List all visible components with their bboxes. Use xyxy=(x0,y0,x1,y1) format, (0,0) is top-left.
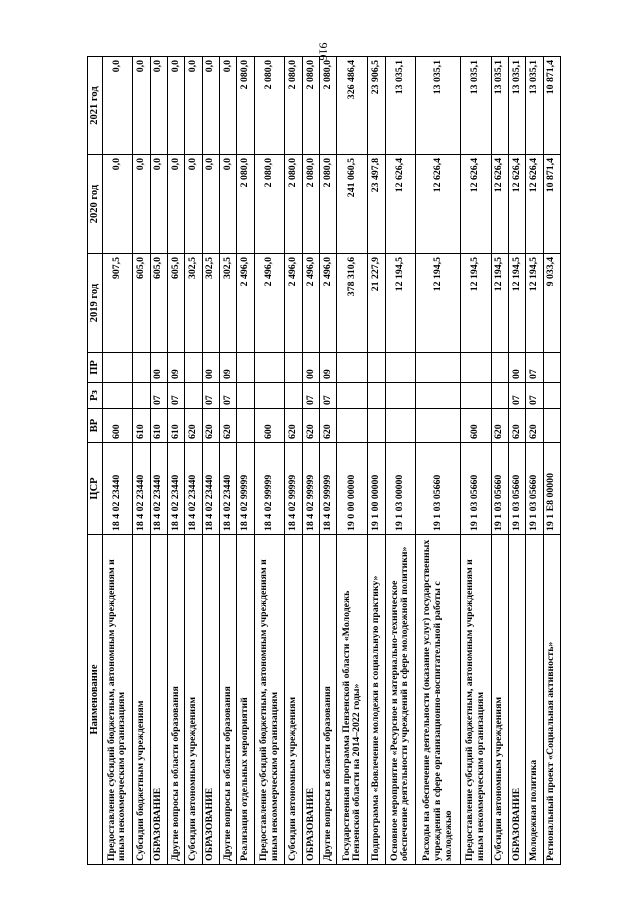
cell-rz xyxy=(285,383,302,409)
cell-vr: 620 xyxy=(202,409,219,443)
cell-rz: 07 xyxy=(526,383,543,409)
cell-name: Расходы на обеспечение деятельности (оказание услуг) государственных учреждений в сфере организационно-воспитательной работы с молодежью xyxy=(416,535,460,865)
cell-vr xyxy=(237,409,254,443)
cell-2019: 2 496,0 xyxy=(302,254,319,353)
cell-vr: 610 xyxy=(150,409,167,443)
cell-2021: 0,0 xyxy=(150,57,167,155)
cell-vr: 620 xyxy=(526,409,543,443)
cell-2020: 2 080,0 xyxy=(320,155,337,254)
cell-rz: 07 xyxy=(202,383,219,409)
cell-name: Подпрограмма «Вовлечение молодежи в социальную практику» xyxy=(368,535,385,865)
cell-2020: 23 497,8 xyxy=(368,155,385,254)
cell-2019: 605,0 xyxy=(168,254,185,353)
cell-name: ОБРАЗОВАНИЕ xyxy=(302,535,319,865)
table-row xyxy=(102,57,133,865)
cell-csr: 19 1 03 05660 xyxy=(460,443,491,535)
cell-name: Субсидии автономным учреждениям xyxy=(285,535,302,865)
cell-pr: 09 xyxy=(219,353,236,383)
table-header-row xyxy=(88,57,103,865)
cell-2019: 12 194,5 xyxy=(385,254,416,353)
cell-rz: 07 xyxy=(168,383,185,409)
cell-name: Государственная программа Пензенской области «Молодежь Пензенской области на 2014–2022 годы» xyxy=(337,535,368,865)
header-name: Наименование xyxy=(88,535,103,865)
table-row xyxy=(150,57,167,865)
cell-vr: 610 xyxy=(133,409,150,443)
cell-2020: 2 080,0 xyxy=(254,155,285,254)
header-vr: ВР xyxy=(88,409,103,443)
cell-pr xyxy=(254,353,285,383)
cell-name: Субсидии автономным учреждениям xyxy=(185,535,202,865)
table-body xyxy=(102,57,560,865)
cell-2019: 12 194,5 xyxy=(491,254,508,353)
cell-csr: 19 1 E8 00000 xyxy=(543,443,560,535)
cell-rz: 07 xyxy=(508,383,525,409)
cell-rz xyxy=(254,383,285,409)
cell-vr: 620 xyxy=(219,409,236,443)
cell-pr xyxy=(237,353,254,383)
cell-pr xyxy=(102,353,133,383)
cell-2021: 13 035,1 xyxy=(416,57,460,155)
table-row xyxy=(526,57,543,865)
cell-2021: 23 906,5 xyxy=(368,57,385,155)
cell-csr: 18 4 02 99999 xyxy=(302,443,319,535)
cell-2020: 241 060,5 xyxy=(337,155,368,254)
cell-name: Основное мероприятие «Ресурсное и материально-техническое обеспечение деятельности учреждений в сфере молодежной политики» xyxy=(385,535,416,865)
cell-2021: 0,0 xyxy=(168,57,185,155)
cell-rz xyxy=(491,383,508,409)
table-row xyxy=(320,57,337,865)
cell-2020: 0,0 xyxy=(150,155,167,254)
cell-name: Предоставление субсидий бюджетным, автономным учреждениям и иным некоммерческим организациям xyxy=(102,535,133,865)
cell-2021: 13 035,1 xyxy=(460,57,491,155)
table-row xyxy=(368,57,385,865)
cell-name: ОБРАЗОВАНИЕ xyxy=(508,535,525,865)
cell-2021: 2 080,0 xyxy=(237,57,254,155)
cell-pr xyxy=(368,353,385,383)
cell-2020: 12 626,4 xyxy=(385,155,416,254)
cell-csr: 19 1 03 05660 xyxy=(526,443,543,535)
cell-csr: 18 4 02 99999 xyxy=(285,443,302,535)
cell-2020: 12 626,4 xyxy=(508,155,525,254)
cell-rz: 07 xyxy=(219,383,236,409)
cell-vr xyxy=(385,409,416,443)
table-row xyxy=(460,57,491,865)
cell-name: Предоставление субсидий бюджетным, автономным учреждениям и иным некоммерческим организациям xyxy=(254,535,285,865)
cell-rz xyxy=(337,383,368,409)
cell-2019: 2 496,0 xyxy=(237,254,254,353)
cell-2019: 378 310,6 xyxy=(337,254,368,353)
cell-2020: 2 080,0 xyxy=(285,155,302,254)
cell-2019: 302,5 xyxy=(219,254,236,353)
table-row xyxy=(385,57,416,865)
table-row xyxy=(133,57,150,865)
cell-pr: 00 xyxy=(150,353,167,383)
cell-pr: 00 xyxy=(202,353,219,383)
cell-2021: 0,0 xyxy=(133,57,150,155)
cell-2019: 907,5 xyxy=(102,254,133,353)
header-rz: Рз xyxy=(88,383,103,409)
cell-2019: 21 227,9 xyxy=(368,254,385,353)
cell-2021: 10 871,4 xyxy=(543,57,560,155)
table-row xyxy=(285,57,302,865)
cell-2021: 2 080,0 xyxy=(320,57,337,155)
table-row xyxy=(508,57,525,865)
table-row xyxy=(219,57,236,865)
cell-csr: 19 0 00 00000 xyxy=(337,443,368,535)
header-pr: ПР xyxy=(88,353,103,383)
cell-csr: 18 4 02 23440 xyxy=(150,443,167,535)
cell-2020: 0,0 xyxy=(102,155,133,254)
cell-2019: 2 496,0 xyxy=(320,254,337,353)
cell-vr: 600 xyxy=(460,409,491,443)
table-row xyxy=(185,57,202,865)
cell-2019: 12 194,5 xyxy=(526,254,543,353)
cell-2021: 0,0 xyxy=(219,57,236,155)
cell-2020: 0,0 xyxy=(168,155,185,254)
cell-2020: 0,0 xyxy=(219,155,236,254)
header-csr: ЦСР xyxy=(88,443,103,535)
cell-pr xyxy=(543,353,560,383)
cell-2021: 0,0 xyxy=(202,57,219,155)
cell-pr xyxy=(416,353,460,383)
cell-2020: 12 626,4 xyxy=(416,155,460,254)
table-row xyxy=(254,57,285,865)
cell-csr: 19 1 00 00000 xyxy=(368,443,385,535)
cell-2020: 10 871,4 xyxy=(543,155,560,254)
cell-csr: 18 4 02 23440 xyxy=(202,443,219,535)
cell-2020: 12 626,4 xyxy=(491,155,508,254)
budget-table xyxy=(87,56,561,865)
table-row xyxy=(491,57,508,865)
cell-2021: 13 035,1 xyxy=(526,57,543,155)
cell-2019: 302,5 xyxy=(202,254,219,353)
cell-csr: 18 4 02 99999 xyxy=(320,443,337,535)
cell-2019: 605,0 xyxy=(150,254,167,353)
cell-csr: 18 4 02 23440 xyxy=(102,443,133,535)
cell-name: Субсидии бюджетным учреждениям xyxy=(133,535,150,865)
cell-pr: 00 xyxy=(302,353,319,383)
header-2019: 2019 год xyxy=(88,254,103,353)
table-row xyxy=(302,57,319,865)
cell-vr xyxy=(543,409,560,443)
cell-vr: 620 xyxy=(285,409,302,443)
table-row xyxy=(543,57,560,865)
cell-name: Региональный проект «Социальная активность» xyxy=(543,535,560,865)
cell-pr xyxy=(185,353,202,383)
cell-csr: 19 1 03 05660 xyxy=(491,443,508,535)
cell-csr: 18 4 02 23440 xyxy=(133,443,150,535)
cell-rz xyxy=(368,383,385,409)
table-row xyxy=(337,57,368,865)
cell-2021: 2 080,0 xyxy=(302,57,319,155)
cell-2020: 2 080,0 xyxy=(302,155,319,254)
page-number: 916 xyxy=(316,42,331,61)
cell-vr: 610 xyxy=(168,409,185,443)
cell-pr xyxy=(385,353,416,383)
cell-2021: 13 035,1 xyxy=(508,57,525,155)
cell-name: Другие вопросы в области образования xyxy=(219,535,236,865)
header-2020: 2020 год xyxy=(88,155,103,254)
cell-name: Другие вопросы в области образования xyxy=(320,535,337,865)
table-row xyxy=(416,57,460,865)
rotated-table-frame xyxy=(87,57,561,865)
cell-2019: 12 194,5 xyxy=(508,254,525,353)
table-row xyxy=(237,57,254,865)
cell-rz xyxy=(416,383,460,409)
cell-2021: 2 080,0 xyxy=(254,57,285,155)
cell-2020: 0,0 xyxy=(202,155,219,254)
cell-pr xyxy=(460,353,491,383)
cell-name: Другие вопросы в области образования xyxy=(168,535,185,865)
cell-2019: 605,0 xyxy=(133,254,150,353)
cell-2019: 12 194,5 xyxy=(460,254,491,353)
cell-pr: 09 xyxy=(168,353,185,383)
cell-csr: 18 4 02 23440 xyxy=(168,443,185,535)
cell-csr: 18 4 02 99999 xyxy=(254,443,285,535)
cell-csr: 19 1 03 00000 xyxy=(385,443,416,535)
cell-2021: 13 035,1 xyxy=(491,57,508,155)
cell-rz: 07 xyxy=(320,383,337,409)
cell-2020: 2 080,0 xyxy=(237,155,254,254)
cell-2020: 0,0 xyxy=(185,155,202,254)
cell-vr: 620 xyxy=(185,409,202,443)
cell-vr: 620 xyxy=(508,409,525,443)
cell-csr: 18 4 02 99999 xyxy=(237,443,254,535)
cell-rz xyxy=(385,383,416,409)
cell-rz xyxy=(237,383,254,409)
cell-2019: 9 033,4 xyxy=(543,254,560,353)
cell-csr: 18 4 02 23440 xyxy=(185,443,202,535)
cell-rz xyxy=(460,383,491,409)
cell-rz xyxy=(133,383,150,409)
cell-pr: 00 xyxy=(508,353,525,383)
table-container xyxy=(87,57,561,865)
cell-2019: 2 496,0 xyxy=(254,254,285,353)
cell-vr: 620 xyxy=(302,409,319,443)
cell-2020: 0,0 xyxy=(133,155,150,254)
cell-2021: 326 486,4 xyxy=(337,57,368,155)
cell-2020: 12 626,4 xyxy=(460,155,491,254)
cell-vr: 620 xyxy=(491,409,508,443)
cell-vr xyxy=(337,409,368,443)
cell-pr xyxy=(491,353,508,383)
cell-2021: 0,0 xyxy=(102,57,133,155)
cell-rz xyxy=(543,383,560,409)
cell-name: Молодежная политика xyxy=(526,535,543,865)
cell-rz: 07 xyxy=(302,383,319,409)
cell-name: Реализация отдельных мероприятий xyxy=(237,535,254,865)
cell-pr xyxy=(133,353,150,383)
cell-pr xyxy=(285,353,302,383)
cell-vr xyxy=(416,409,460,443)
cell-vr: 600 xyxy=(102,409,133,443)
cell-name: Предоставление субсидий бюджетным, автономным учреждениям и иным некоммерческим организациям xyxy=(460,535,491,865)
cell-pr: 07 xyxy=(526,353,543,383)
cell-2019: 2 496,0 xyxy=(285,254,302,353)
cell-2019: 302,5 xyxy=(185,254,202,353)
header-2021: 2021 год xyxy=(88,57,103,155)
cell-2021: 13 035,1 xyxy=(385,57,416,155)
table-row xyxy=(168,57,185,865)
cell-name: ОБРАЗОВАНИЕ xyxy=(150,535,167,865)
cell-csr: 18 4 02 23440 xyxy=(219,443,236,535)
cell-pr xyxy=(337,353,368,383)
cell-vr: 620 xyxy=(320,409,337,443)
cell-rz xyxy=(102,383,133,409)
cell-2020: 12 626,4 xyxy=(526,155,543,254)
cell-2021: 0,0 xyxy=(185,57,202,155)
cell-2019: 12 194,5 xyxy=(416,254,460,353)
cell-rz xyxy=(185,383,202,409)
cell-rz: 07 xyxy=(150,383,167,409)
cell-csr: 19 1 03 05660 xyxy=(416,443,460,535)
table-row xyxy=(202,57,219,865)
cell-name: ОБРАЗОВАНИЕ xyxy=(202,535,219,865)
cell-2021: 2 080,0 xyxy=(285,57,302,155)
cell-csr: 19 1 03 05660 xyxy=(508,443,525,535)
cell-name: Субсидии автономным учреждениям xyxy=(491,535,508,865)
cell-pr: 09 xyxy=(320,353,337,383)
cell-vr: 600 xyxy=(254,409,285,443)
cell-vr xyxy=(368,409,385,443)
